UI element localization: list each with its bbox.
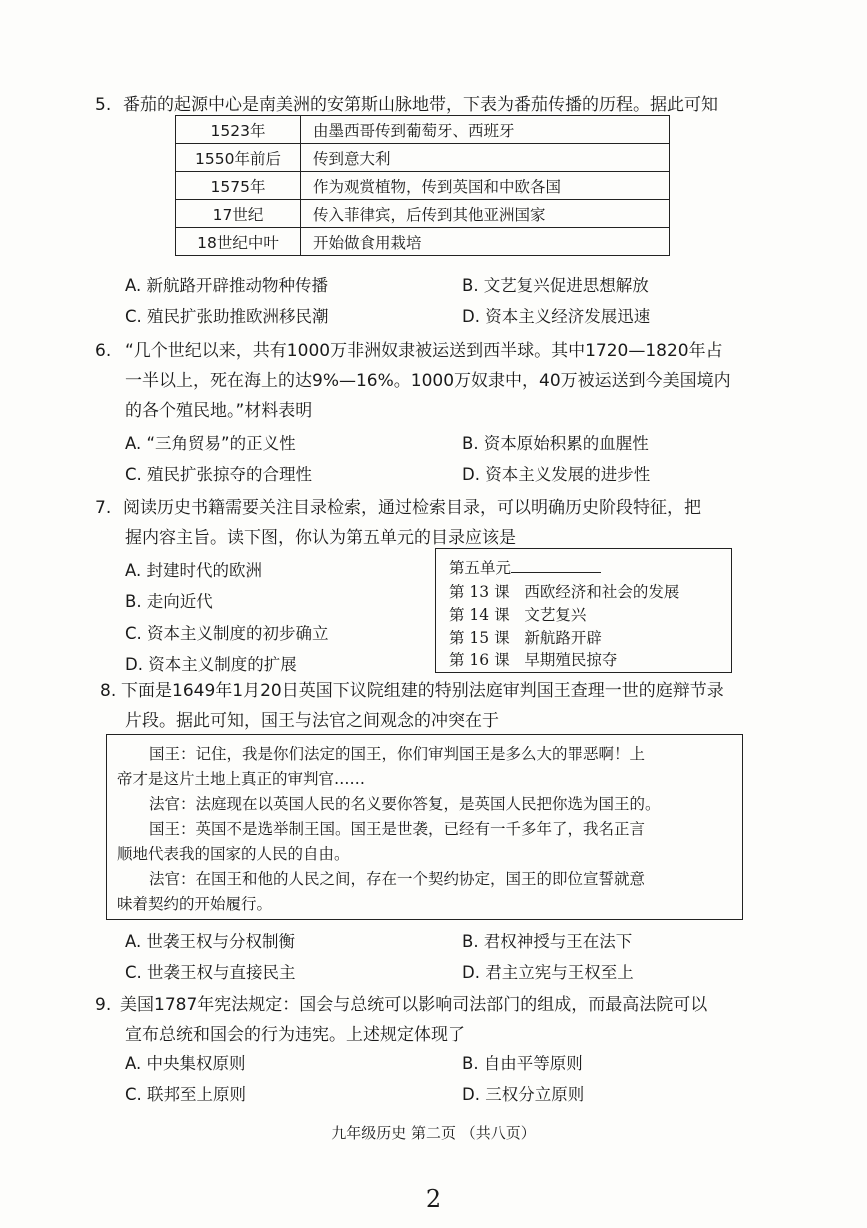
toc-lesson-no: 第 16 课 <box>449 651 510 669</box>
q8-number: 8. <box>100 681 117 701</box>
table-cell-time: 1523年 <box>176 116 301 144</box>
table-cell-time: 18世纪中叶 <box>176 228 301 256</box>
unit-title-blank <box>511 558 601 573</box>
transcript-line: 味着契约的开始履行。 <box>117 895 273 913</box>
toc-lesson <box>449 580 679 602</box>
q6-option-d[interactable]: D. 资本主义发展的进步性 <box>462 465 651 484</box>
q8-line-2: 片段。据此可知，国王与法官之间观念的冲突在于 <box>125 711 499 731</box>
table-row <box>176 144 670 172</box>
q5-spread-table <box>175 115 670 256</box>
q9-line-1: 美国1787年宪法规定：国会与总统可以影响司法部门的组成，而最高法院可以 <box>120 995 708 1015</box>
toc-lesson-no: 第 13 课 <box>449 583 510 601</box>
toc-lesson-title: 早期殖民掠夺 <box>524 651 618 669</box>
q9-option-a[interactable]: A. 中央集权原则 <box>125 1054 246 1073</box>
toc-lesson-title: 西欧经济和社会的发展 <box>524 583 680 601</box>
q6-line-2: 一半以上，死在海上的达9%—16%。1000万奴隶中，40万被运送到今美国境内 <box>125 371 731 391</box>
q5-option-d[interactable]: D. 资本主义经济发展迅速 <box>462 307 651 326</box>
q8-option-c[interactable]: C. 世袭王权与直接民主 <box>125 963 296 982</box>
table-cell-event: 传入菲律宾，后传到其他亚洲国家 <box>301 200 670 228</box>
q6-line-1: “几个世纪以来，共有1000万非洲奴隶被运送到西半球。其中1720—1820年占 <box>125 341 723 361</box>
toc-unit-heading <box>449 556 601 578</box>
page-number: 2 <box>425 1185 442 1213</box>
q7-option-c[interactable]: C. 资本主义制度的初步确立 <box>125 624 329 643</box>
q6-option-c[interactable]: C. 殖民扩张掠夺的合理性 <box>125 465 313 484</box>
table-cell-time: 17世纪 <box>176 200 301 228</box>
q7-line-2: 握内容主旨。读下图，你认为第五单元的目录应该是 <box>125 528 516 548</box>
table-row <box>176 200 670 228</box>
table-row <box>176 116 670 144</box>
q6-number: 6. <box>95 341 112 361</box>
q5-option-b[interactable]: B. 文艺复兴促进思想解放 <box>462 276 649 295</box>
q9-option-c[interactable]: C. 联邦至上原则 <box>125 1085 247 1104</box>
transcript-line: 顺地代表我的国家的人民的自由。 <box>117 845 350 863</box>
toc-unit-title: 第五单元 <box>449 559 512 577</box>
table-cell-time: 1550年前后 <box>176 144 301 172</box>
q9-number: 9. <box>95 995 112 1015</box>
table-cell-event: 由墨西哥传到葡萄牙、西班牙 <box>301 116 670 144</box>
q9-option-d[interactable]: D. 三权分立原则 <box>462 1085 585 1104</box>
q8-option-a[interactable]: A. 世袭王权与分权制衡 <box>125 932 295 951</box>
transcript-line: 帝才是这片土地上真正的审判官…… <box>117 770 366 788</box>
q6-line-3: 的各个殖民地。”材料表明 <box>125 401 313 421</box>
q7-number: 7. <box>95 498 112 518</box>
toc-lesson <box>449 603 586 625</box>
table-row <box>176 228 670 256</box>
table-row <box>176 172 670 200</box>
court-transcript-box <box>106 734 743 920</box>
q7-option-b[interactable]: B. 走向近代 <box>125 592 213 611</box>
table-of-contents-box <box>435 548 732 673</box>
transcript-line: 国王：英国不是选举制王国。国王是世袭，已经有一千多年了，我名正言 <box>149 820 646 838</box>
toc-lesson-title: 文艺复兴 <box>524 606 587 624</box>
transcript-line: 国王：记住，我是你们法定的国王，你们审判国王是多么大的罪恶啊！上 <box>149 745 646 763</box>
q8-option-b[interactable]: B. 君权神授与王在法下 <box>462 932 633 951</box>
table-cell-event: 作为观赏植物，传到英国和中欧各国 <box>301 172 670 200</box>
q7-line-1: 阅读历史书籍需要关注目录检索，通过检索目录，可以明确历史阶段特征，把 <box>123 498 701 518</box>
q7-option-d[interactable]: D. 资本主义制度的扩展 <box>125 655 297 674</box>
q6-option-a[interactable]: A. “三角贸易”的正义性 <box>125 434 296 453</box>
q6-option-b[interactable]: B. 资本原始积累的血腥性 <box>462 434 649 453</box>
q5-stem: 番茄的起源中心是南美洲的安第斯山脉地带，下表为番茄传播的历程。据此可知 <box>123 95 718 115</box>
q7-option-a[interactable]: A. 封建时代的欧洲 <box>125 561 262 580</box>
toc-lesson-no: 第 14 课 <box>449 606 510 624</box>
q5-number: 5. <box>95 95 112 115</box>
q9-option-b[interactable]: B. 自由平等原则 <box>462 1054 583 1073</box>
q5-option-c[interactable]: C. 殖民扩张助推欧洲移民潮 <box>125 307 329 326</box>
table-cell-event: 开始做食用栽培 <box>301 228 670 256</box>
toc-lesson-no: 第 15 课 <box>449 629 510 647</box>
page-footer: 九年级历史 第二页 （共八页） <box>331 1124 536 1142</box>
transcript-line: 法官：法庭现在以英国人民的名义要你答复，是英国人民把你选为国王的。 <box>149 795 661 813</box>
transcript-line: 法官：在国王和他的人民之间，存在一个契约协定，国王的即位宣誓就意 <box>149 870 646 888</box>
q8-line-1: 下面是1649年1月20日英国下议院组建的特别法庭审判国王查理一世的庭辩节录 <box>121 681 724 701</box>
q8-option-d[interactable]: D. 君主立宪与王权至上 <box>462 963 634 982</box>
toc-lesson-title: 新航路开辟 <box>524 629 602 647</box>
table-cell-event: 传到意大利 <box>301 144 670 172</box>
q5-option-a[interactable]: A. 新航路开辟推动物种传播 <box>125 276 328 295</box>
toc-lesson <box>449 648 617 670</box>
toc-lesson <box>449 626 602 648</box>
q9-line-2: 宣布总统和国会的行为违宪。上述规定体现了 <box>125 1025 465 1045</box>
table-cell-time: 1575年 <box>176 172 301 200</box>
